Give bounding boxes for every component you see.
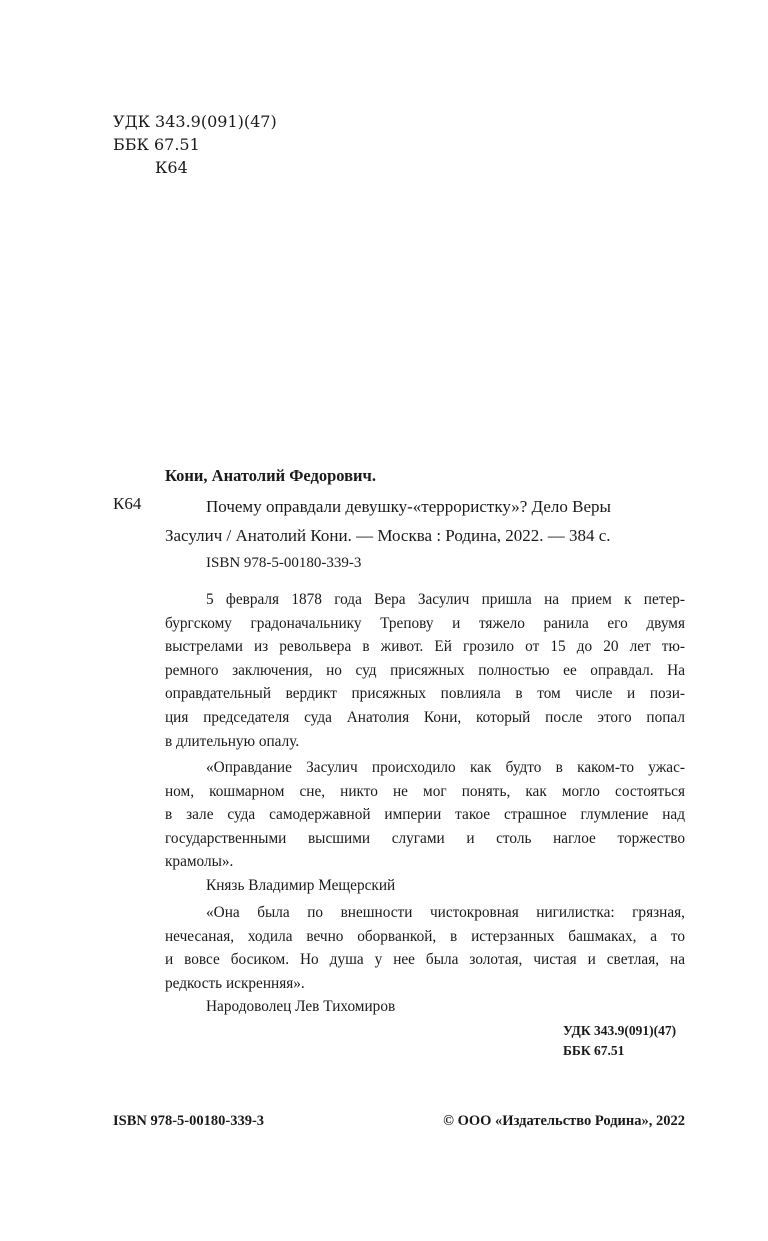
footer-isbn: ISBN 978-5-00180-339-3: [113, 1113, 265, 1129]
annotation-line: в длительную опалу.: [165, 732, 300, 750]
quote-line: в зале суда самодержавной империи такое страшное глумление над: [165, 806, 685, 824]
quote-line: «Оправдание Засулич происходило как будто в каком-то ужас-: [206, 759, 685, 776]
annotation-line: бургскому градоначальнику Трепову и тяжело ранила его двумя: [165, 614, 685, 632]
catalog-code: К64: [113, 494, 142, 513]
author-heading: Кони, Анатолий Федорович.: [165, 466, 376, 485]
quote-line: «Она была по внешности чистокровная нигилистка: грязная,: [206, 904, 685, 921]
annotation-line: 5 февраля 1878 года Вера Засулич пришла на прием к петер-: [206, 591, 685, 608]
annotation-paragraph: [165, 588, 685, 753]
annotation-line: ция председателя суда Анатолия Кони, который после этого попал: [165, 708, 685, 726]
bbk-code: ББК 67.51: [113, 135, 200, 154]
quote-block: [165, 756, 685, 898]
udk-code: УДК 343.9(091)(47): [113, 112, 277, 131]
classification-block: [113, 110, 277, 179]
quote-line: крамолы».: [165, 853, 234, 871]
author-mark: К64: [155, 158, 188, 177]
footer-udk: УДК 343.9(091)(47): [563, 1023, 677, 1038]
title-description: [165, 492, 685, 550]
title-line: Почему оправдали девушку-«террористку»? Дело Веры: [206, 497, 611, 516]
annotation-line: оправдательный вердикт присяжных повлияла в том числе и пози-: [165, 685, 685, 703]
quote-line: нечесаная, ходила вечно оборванкой, в истерзанных башмаках, а то: [165, 927, 685, 945]
quote-line: и вовсе босиком. Но душа у нее была золотая, чистая и светлая, на: [165, 951, 685, 969]
footer-classification: [563, 1021, 676, 1061]
quote-line: ном, кошмарном сне, никто не мог понять, как могло состояться: [165, 782, 685, 800]
quote-block: [165, 901, 685, 1019]
copyright-notice: © ООО «Издательство Родина», 2022: [443, 1113, 685, 1129]
annotation-line: ремного заключения, но суд присяжных полностью ее оправдал. На: [165, 661, 685, 679]
annotation-line: выстрелами из револьвера в живот. Ей грозило от 15 до 20 лет тю-: [165, 638, 685, 656]
quote-line: редкость искренняя».: [165, 974, 305, 992]
title-line: Засулич / Анатолий Кони. — Москва : Родина, 2022. — 384 с.: [165, 526, 611, 545]
quote-author: Народоволец Лев Тихомиров: [206, 998, 396, 1016]
quote-line: государственными высшими слугами и столь наглое торжество: [165, 829, 685, 847]
quote-author: Князь Владимир Мещерский: [206, 876, 396, 894]
footer-bbk: ББК 67.51: [563, 1043, 625, 1058]
entry-isbn: ISBN 978-5-00180-339-3: [206, 555, 362, 571]
